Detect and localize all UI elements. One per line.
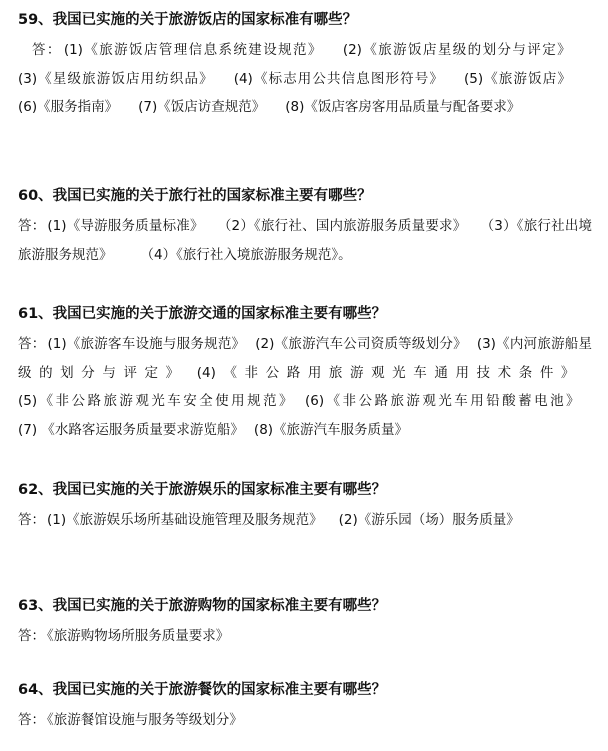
answer-item: (8)《旅游汽车服务质量》 xyxy=(253,421,409,438)
answer-item: (1)《旅游娱乐场所基础设施管理及服务规范》 xyxy=(47,512,323,528)
answer-item: 《旅游餐馆设施与服务等级划分》 xyxy=(47,712,243,728)
question-64: 64、我国已实施的关于旅游餐饮的国家标准主要有哪些？ xyxy=(18,682,387,698)
qa-section-61 xyxy=(18,304,592,444)
answer-61 xyxy=(18,330,592,444)
answer-item: (2)《游乐园（场）服务质量》 xyxy=(338,512,520,528)
answer-label: 答： xyxy=(18,712,45,728)
answer-item: (5)《非公路旅游观光车安全使用规范》 xyxy=(18,393,295,409)
qa-section-62 xyxy=(18,480,592,535)
answer-item: (6)《非公路旅游观光车用铅酸蓄电池》 xyxy=(305,393,582,409)
answer-label: 答： xyxy=(18,336,46,352)
answer-item: (7) 《水路客运服务质量要求游览船》 xyxy=(18,421,244,438)
question-63: 63、我国已实施的关于旅游购物的国家标准主要有哪些？ xyxy=(18,598,387,614)
answer-62 xyxy=(18,506,592,535)
answer-item: (1)《旅游客车设施与服务规范》 xyxy=(47,336,246,352)
answer-59 xyxy=(18,36,592,122)
answer-item: (1)《旅游饭店管理信息系统建设规范》 xyxy=(63,42,323,58)
answer-64 xyxy=(18,706,592,735)
answer-item: (5)《旅游饭店》 xyxy=(464,70,573,87)
question-60: 60、我国已实施的关于旅行社的国家标准主要有哪些？ xyxy=(18,188,372,204)
answer-item: (2)《旅游汽车公司资质等级划分》 xyxy=(255,336,467,352)
answer-label: 答： xyxy=(18,628,45,644)
answer-label: 答： xyxy=(18,218,46,234)
answer-item: （2）《旅行社、国内旅游服务质量要求》 xyxy=(217,218,467,234)
answer-item: (4)《非公路用旅游观光车通用技术条件》 xyxy=(196,364,583,381)
answer-60 xyxy=(18,212,592,269)
answer-item: (3)《星级旅游饭店用纺织品》 xyxy=(18,70,214,87)
answer-item: （4）《旅行社入境旅游服务规范》。 xyxy=(140,246,352,263)
qa-section-64 xyxy=(18,680,592,735)
answer-63 xyxy=(18,622,592,651)
answer-item: （3）《旅行社出境旅游服务规范》 xyxy=(18,218,593,263)
answer-label: 答： xyxy=(32,42,62,58)
answer-item: (6)《服务指南》 xyxy=(18,99,119,115)
answer-item: 《旅游购物场所服务质量要求》 xyxy=(47,628,230,644)
qa-section-63 xyxy=(18,596,592,651)
answer-item: (8)《饭店客房客用品质量与配备要求》 xyxy=(285,99,521,115)
answer-label: 答： xyxy=(18,512,45,528)
answer-item: (4)《标志用公共信息图形符号》 xyxy=(233,70,445,87)
question-62: 62、我国已实施的关于旅游娱乐的国家标准主要有哪些？ xyxy=(18,482,387,498)
answer-item: (3)《内河旅游船星级的划分与评定》 xyxy=(18,336,593,381)
answer-item: (2)《旅游饭店星级的划分与评定》 xyxy=(342,42,573,58)
qa-section-59 xyxy=(18,10,592,122)
question-59: 59、我国已实施的关于旅游饭店的国家标准有哪些？ xyxy=(18,12,358,28)
qa-section-60 xyxy=(18,186,592,269)
answer-item: (7)《饭店访查规范》 xyxy=(138,99,266,115)
answer-item: (1)《导游服务质量标准》 xyxy=(47,218,204,234)
question-61: 61、我国已实施的关于旅游交通的国家标准主要有哪些？ xyxy=(18,306,387,322)
